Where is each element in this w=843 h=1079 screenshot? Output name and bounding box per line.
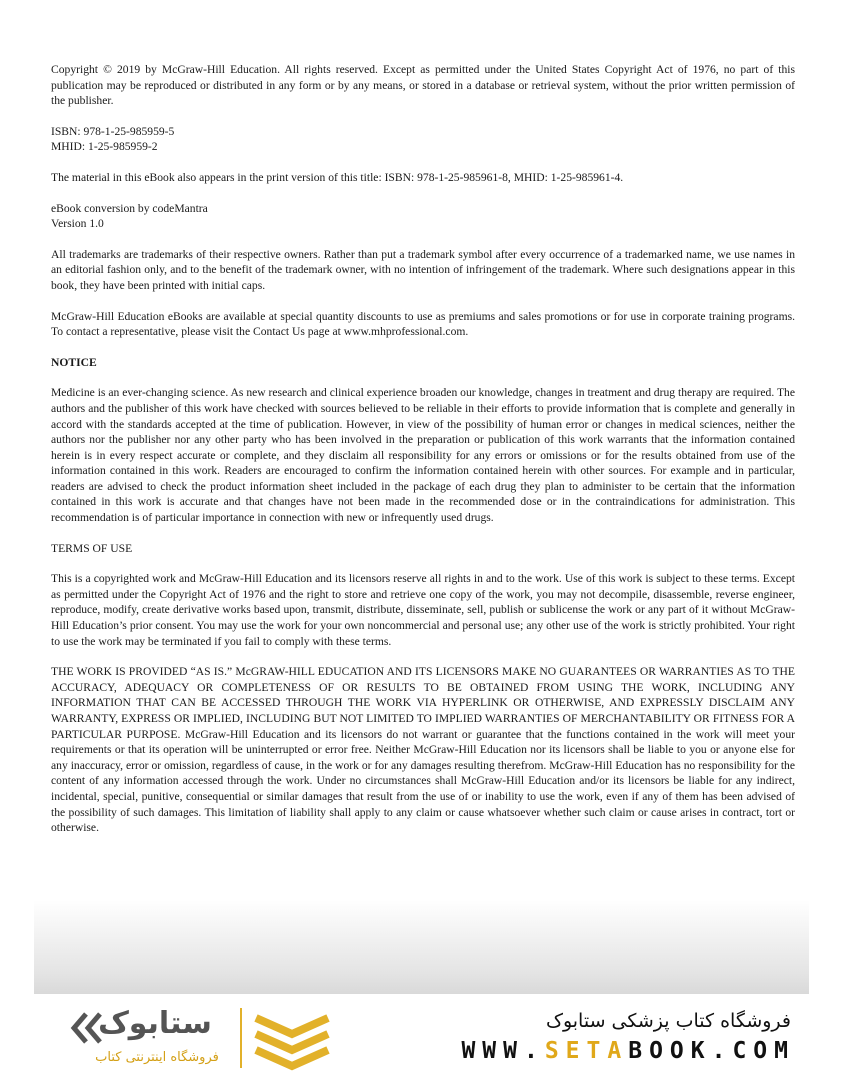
bottom-fade xyxy=(34,900,809,994)
notice-paragraph: Medicine is an ever-changing science. As new research and clinical experience broaden our knowledge, changes in treatment and drug therapy are required. The authors and the publisher of this work have checked with sources believed to be reliable in their efforts to provide information that is complete and generally in accord with the standards accepted at the time of publication. However, in view of the possibility of human error or changes in medical sciences, neither the authors nor the publisher nor any other party who has been involved in the preparation or publication of this work warrants that the information contained herein is in every respect accurate or complete, and they disclaim all responsibility for any errors or omissions or for the results obtained from use of the information contained in this work. Readers are encouraged to confirm the information contained herein with other sources. For example and in particular, readers are advised to check the product information sheet included in the package of each drug they plan to administer to be certain that the information contained in this work is accurate and that changes have not been made in the recommended dose or in the contraindications for administration. This recommendation is of particular importance in connection with new or infrequently used drugs. xyxy=(51,386,795,525)
conversion-block xyxy=(51,201,795,232)
logo-tagline: فروشگاه اینترنتی کتاب xyxy=(95,1050,219,1065)
store-name: فروشگاه کتاب پزشکی ستابوک xyxy=(545,1010,791,1032)
discounts-paragraph: McGraw-Hill Education eBooks are available at special quantity discounts to use as premiums and sales promotions or for use in corporate training programs. To contact a representative, please visit the Contact Us page at www.mhprofessional.com. xyxy=(51,309,795,339)
notice-heading: NOTICE xyxy=(51,355,97,369)
version-line: Version 1.0 xyxy=(51,217,104,231)
identifier-block xyxy=(51,124,795,155)
isbn-line: ISBN: 978-1-25-985959-5 xyxy=(51,124,175,138)
logo-brand-text: ستابوک xyxy=(98,1006,212,1041)
trademarks-paragraph: All trademarks are trademarks of their respective owners. Rather than put a trademark symbol after every occurrence of a trademarked name, we use names in an editorial fashion only, and to the benefit of the trademark owner, with no intention of infringement of the trademark. Where such designations appear in this book, they have been printed with initial caps. xyxy=(51,247,795,292)
print-version-note: The material in this eBook also appears in the print version of this title: ISBN: 978-1-25-985961-8, MHID: 1-25-985961-4. xyxy=(51,170,624,184)
disclaimer-paragraph: THE WORK IS PROVIDED “AS IS.” McGRAW-HILL EDUCATION AND ITS LICENSORS MAKE NO GUARANTEES OR WARRANTIES AS TO THE ACCURACY, ADEQUACY OR COMPLETENESS OF OR RESULTS TO BE OBTAINED FROM USING THE WORK, INCLUDING ANY INFORMATION THAT CAN BE ACCESSED THROUGH THE WORK VIA HYPERLINK OR OTHERWISE, AND EXPRESSLY DISCLAIM ANY WARRANTY, EXPRESS OR IMPLIED, INCLUDING BUT NOT LIMITED TO IMPLIED WARRANTIES OF MERCHANTABILITY OR FITNESS FOR A PARTICULAR PURPOSE. McGraw-Hill Education and its licensors do not warrant or guarantee that the functions contained in the work will meet your requirements or that its operation will be uninterrupted or error free. Neither McGraw-Hill Education nor its licensors shall be liable to you or anyone else for any inaccuracy, error or omission, regardless of cause, in the work or for any damages resulting therefrom. McGraw-Hill Education has no responsibility for the content of any information accessed through the work. Under no circumstances shall McGraw-Hill Education and/or its licensors be liable for any indirect, incidental, special, punitive, consequential or similar damages that result from the use of or inability to use the work, even if any of them has been advised of the possibility of such damages. This limitation of liability shall apply to any claim or cause whatsoever whether such claim or cause arises in contract, tort or otherwise. xyxy=(51,665,795,835)
conversion-credit: eBook conversion by codeMantra xyxy=(51,201,208,215)
store-footer xyxy=(0,994,843,1079)
url-prefix: WWW. xyxy=(461,1038,545,1064)
copyright-statement: Copyright © 2019 by McGraw-Hill Education. All rights reserved. Except as permitted under the United States Copyright Act of 1976, no part of this publication may be reproduced or distributed in any form or by any means, or stored in a database or retrieval system, without the prior written permission of the publisher. xyxy=(51,63,795,108)
stacked-chevrons-icon xyxy=(252,1010,332,1072)
logo-divider xyxy=(240,1008,242,1068)
store-url[interactable] xyxy=(461,1038,795,1064)
copyright-page xyxy=(51,62,795,851)
url-suffix: BOOK.COM xyxy=(628,1038,795,1064)
setabook-logo xyxy=(70,1004,340,1074)
terms-heading: TERMS OF USE xyxy=(51,541,133,555)
url-highlight: SETA xyxy=(544,1038,629,1064)
terms-paragraph: This is a copyrighted work and McGraw-Hill Education and its licensors reserve all rights in and to the work. Use of this work is subject to these terms. Except as permitted under the Copyright Act of 1976 and the right to store and retrieve one copy of the work, you may not decompile, disassemble, reverse engineer, reproduce, modify, create derivative works based upon, transmit, distribute, disseminate, sell, publish or sublicense the work or any part of it without McGraw-Hill Education’s prior consent. You may use the work for your own noncommercial and personal use; any other use of the work is strictly prohibited. Your right to use the work may be terminated if you fail to comply with these terms. xyxy=(51,572,795,648)
mhid-line: MHID: 1-25-985959-2 xyxy=(51,140,158,154)
